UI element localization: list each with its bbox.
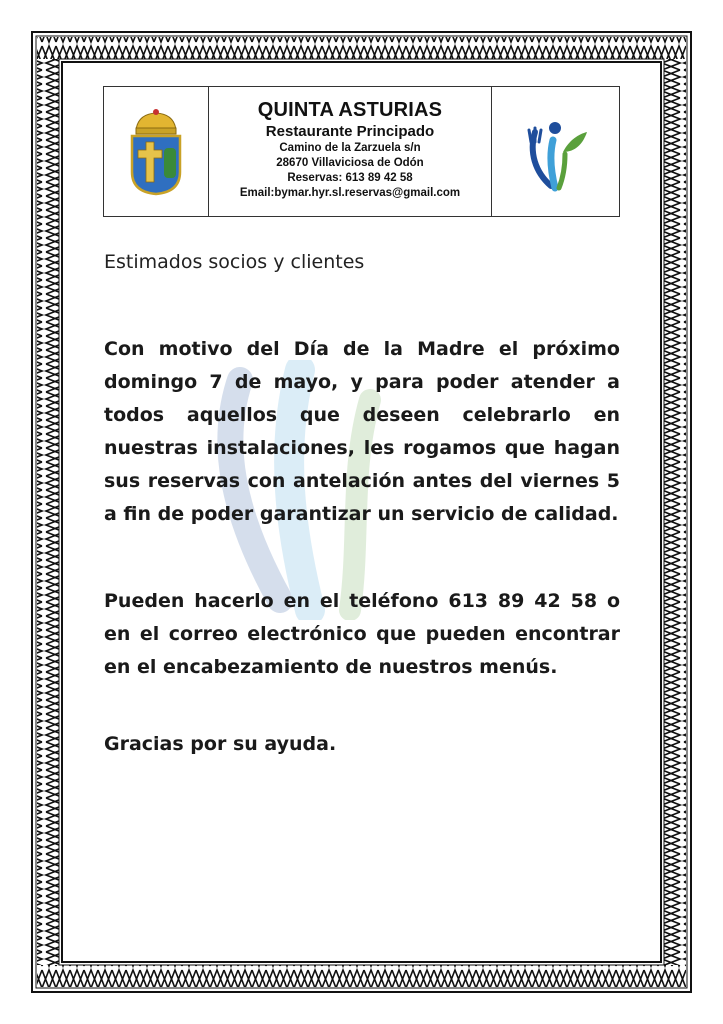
letter-paragraph-1: Con motivo del Día de la Madre el próximo domingo 7 de mayo, y para poder atender a todos aquellos que deseen celebrarlo en nuestras instalaciones, les rogamos que hagan sus reservas con antelación antes del viernes 5 a fin de poder garantizar un servicio de calidad.: [104, 338, 620, 525]
restaurant-subtitle: Restaurante Principado: [265, 123, 435, 140]
restaurant-title: QUINTA ASTURIAS: [257, 99, 443, 121]
coat-of-arms-icon: [126, 108, 186, 196]
address-line-1: Camino de la Zarzuela s/n: [279, 142, 421, 154]
address-line-2: 28670 Villaviciosa de Odón: [276, 157, 424, 169]
letter-paragraph-2: Pueden hacerlo en el teléfono 613 89 42 58 o en el correo electrónico que pueden encontrar en el encabezamiento de nuestros menús.: [104, 590, 620, 678]
reservations-phone: Reservas: 613 89 42 58: [287, 172, 413, 184]
contact-email: Email:bymar.hyr.sl.reservas@gmail.com: [239, 187, 461, 199]
letterhead: [103, 86, 620, 217]
letterhead-text: [209, 87, 492, 216]
coat-of-arms-cell: [104, 87, 209, 216]
letter-greeting: Estimados socios y clientes: [104, 251, 365, 273]
letter-closing: Gracias por su ayuda.: [104, 733, 337, 755]
brand-logo-cell: [492, 87, 619, 216]
restaurant-logo-icon: [521, 112, 591, 192]
